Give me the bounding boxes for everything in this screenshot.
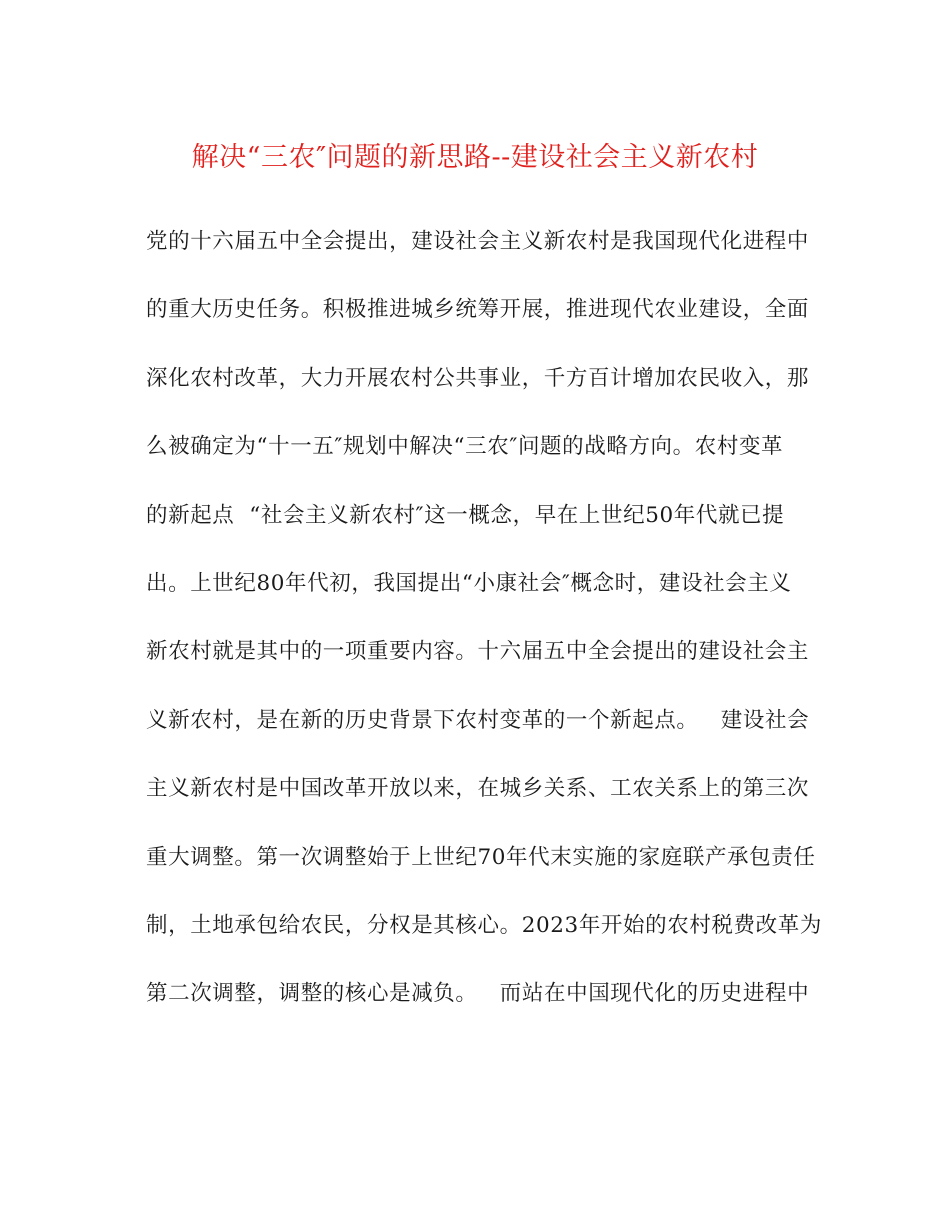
body-line-1: 党的十六届五中全会提出，建设社会主义新农村是我国现代化进程中 [146,229,810,254]
document-body [146,222,826,1043]
body-line-8: 义新农村，是在新的历史背景下农村变革的一个新起点。 建设社会 [146,707,810,733]
body-line-12: 第二次调整，调整的核心是减负。 而站在中国现代化的历史进程中 [146,981,810,1007]
body-line-2: 的重大历史任务。积极推进城乡统筹开展，推进现代农业建设，全面 [146,297,810,323]
body-line-10: 重大调整。第一次调整始于上世纪70年代末实施的家庭联产承包责任 [146,844,816,870]
body-line-4: 么被确定为“十一五″规划中解决“三农″问题的战略方向。农村变革 [146,434,784,460]
body-line-11: 制，土地承包给农民，分权是其核心。2023年开始的农村税费改革为 [146,912,822,938]
body-line-7: 新农村就是其中的一项重要内容。十六届五中全会提出的建设社会主 [146,639,810,665]
document-title: 解决“三农″问题的新思路--建设社会主义新农村 [191,142,759,173]
body-line-6: 出。上世纪80年代初，我国提出“小康社会″概念时，建设社会主义 [146,570,792,596]
body-line-9: 主义新农村是中国改革开放以来，在城乡关系、工农关系上的第三次 [146,776,810,802]
body-line-5: 的新起点 “社会主义新农村″这一概念，早在上世纪50年代就已提 [146,502,785,528]
body-line-3: 深化农村改革，大力开展农村公共事业，千方百计增加农民收入，那 [146,365,810,391]
